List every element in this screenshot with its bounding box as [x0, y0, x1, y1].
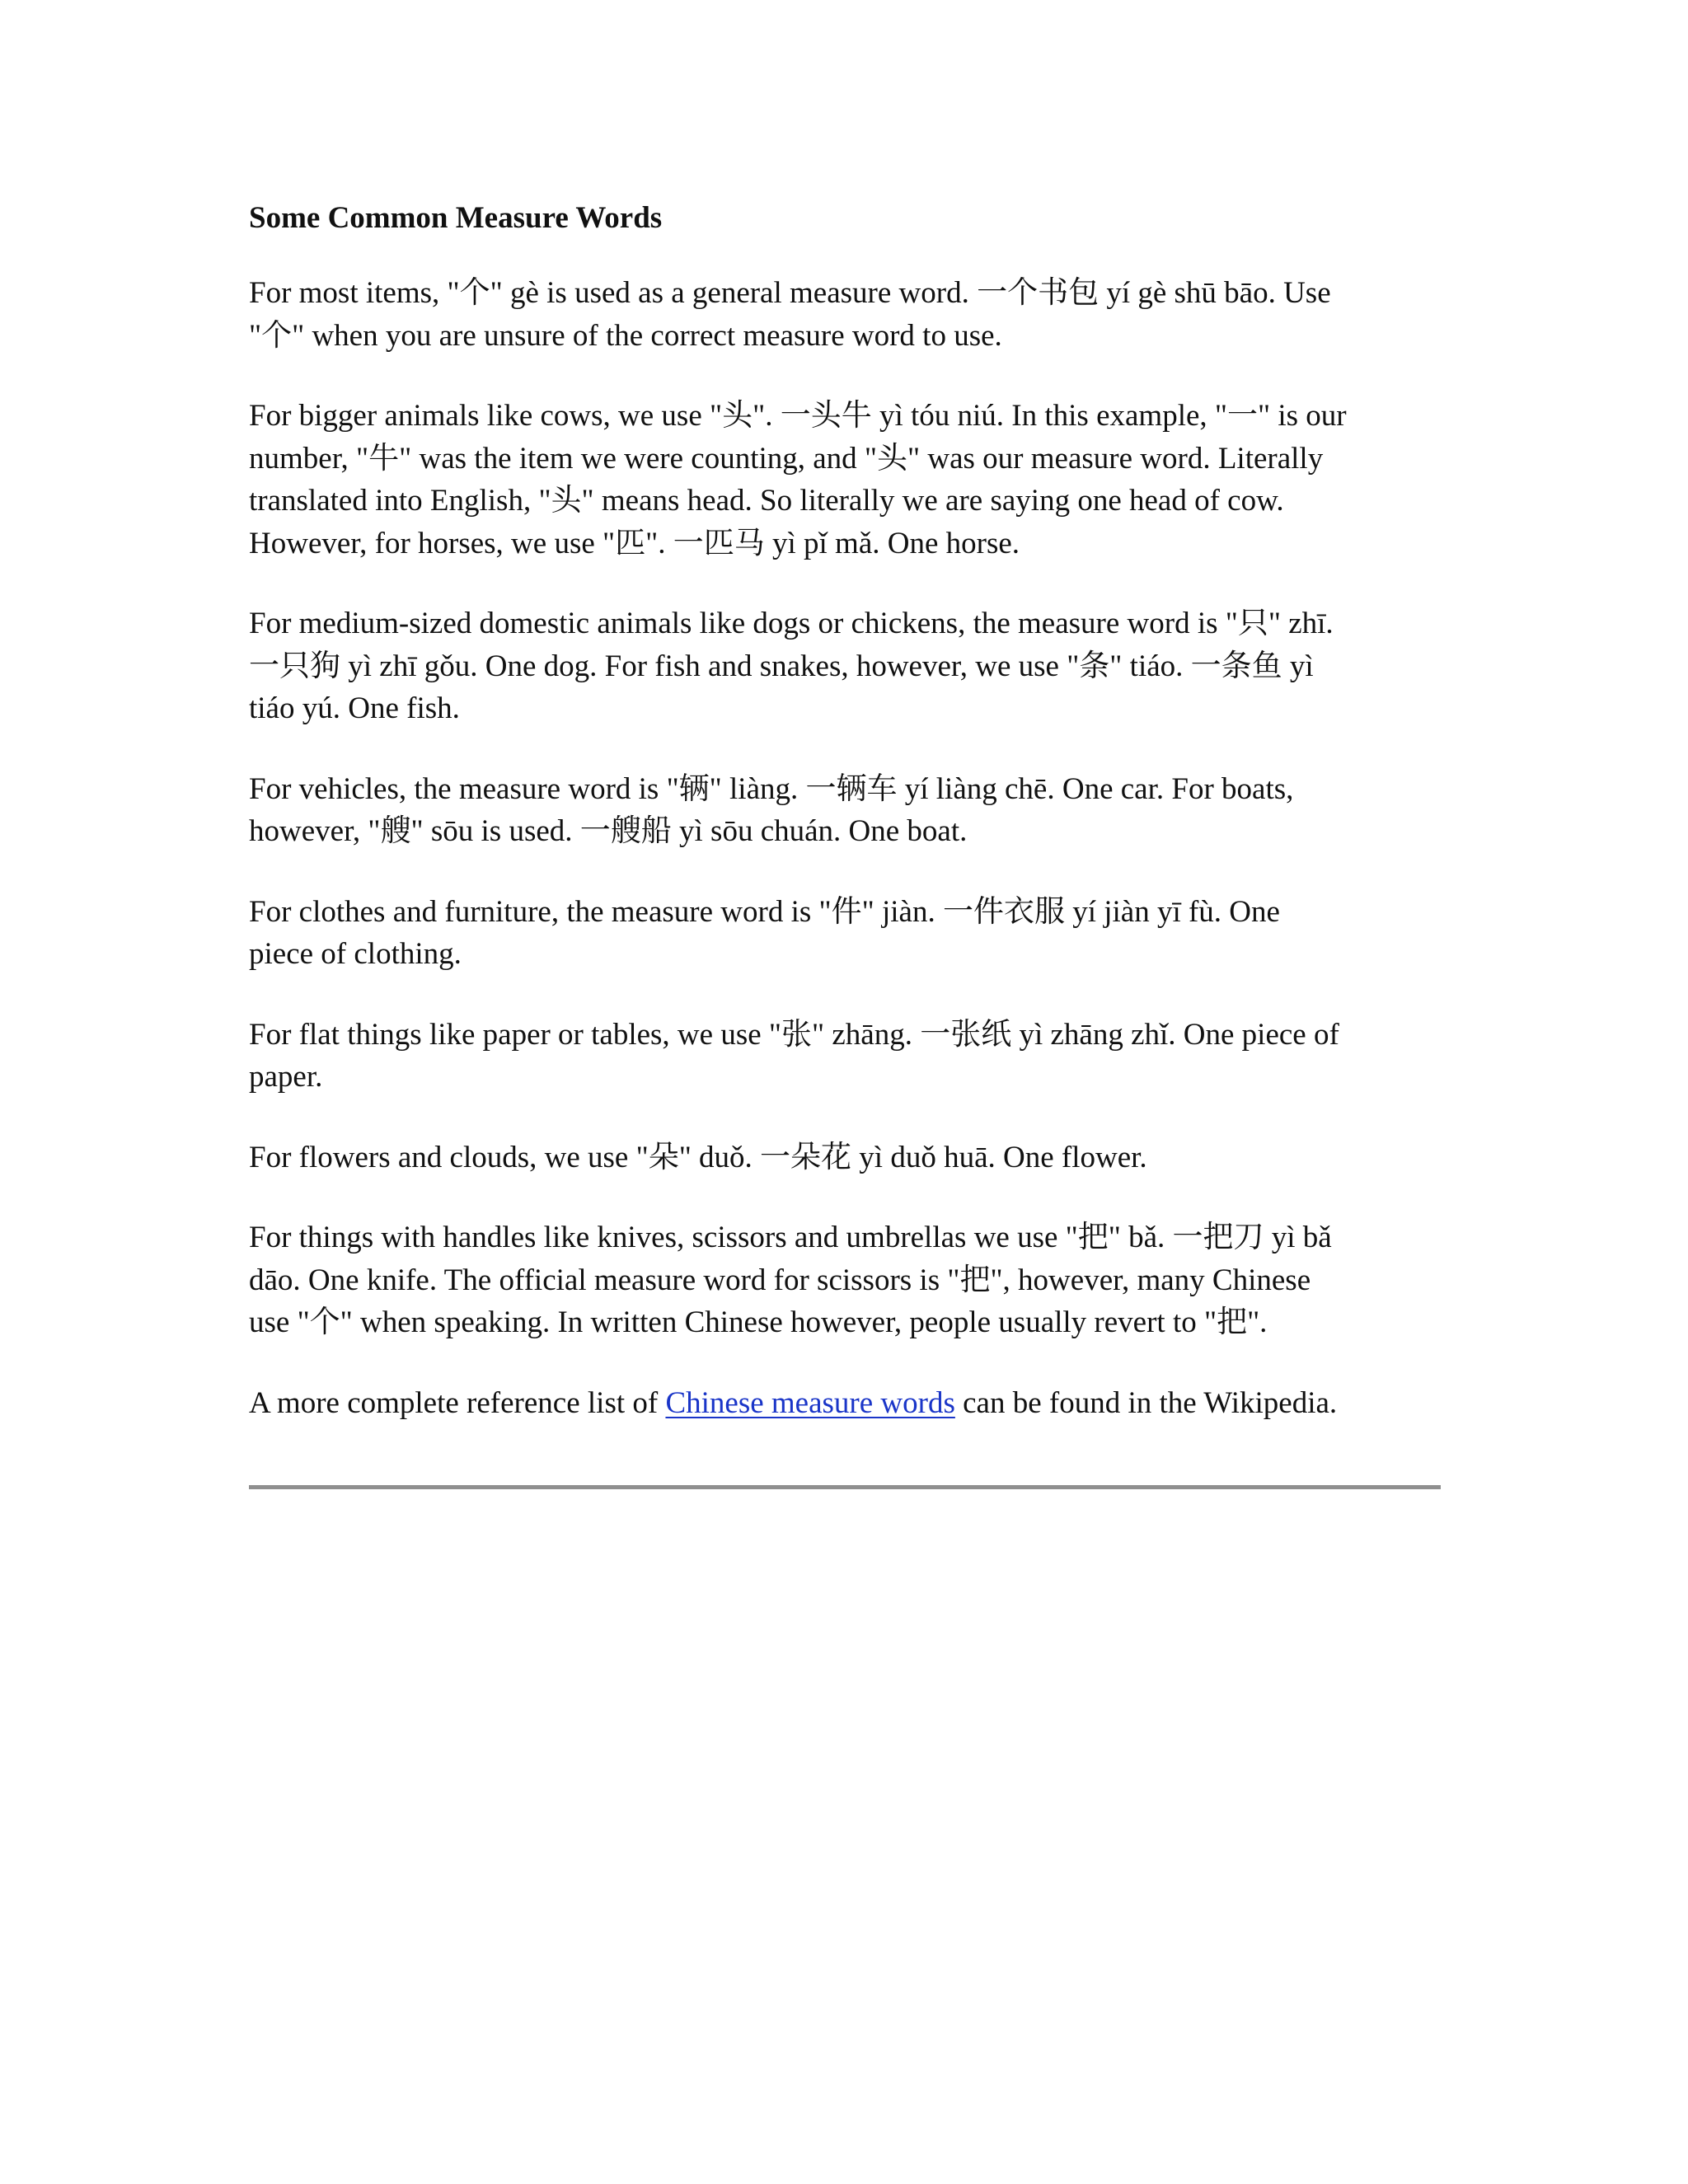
paragraph-line: translated into English, "头" means head. So literally we are saying one head of cow. — [249, 484, 1284, 518]
reference-text-after: can be found in the Wikipedia. — [954, 1385, 1338, 1420]
paragraph-line: "个" when you are unsure of the correct measure word to use. — [249, 318, 1002, 353]
paragraph-line: piece of clothing. — [249, 937, 462, 971]
paragraph-medium-animals — [249, 602, 1444, 730]
paragraph-line: For medium-sized domestic animals like dogs or chickens, the measure word is "只" zhī. — [249, 607, 1334, 640]
paragraph-flat-things — [249, 1014, 1444, 1099]
paragraph-flowers — [249, 1137, 1444, 1179]
paragraph-line: For things with handles like knives, scissors and umbrellas we use "把" bǎ. 一把刀 yì bǎ — [249, 1221, 1332, 1254]
paragraph-line: For clothes and furniture, the measure word is "件" jiàn. 一件衣服 yí jiàn yī fù. One — [249, 894, 1280, 929]
paragraph-general — [249, 272, 1444, 357]
paragraph-line: dāo. One knife. The official measure word for scissors is "把", however, many Chinese — [249, 1263, 1311, 1297]
paragraph-line: For flat things like paper or tables, we use "张" zhāng. 一张纸 yì zhāng zhǐ. One piece of — [249, 1017, 1339, 1052]
wikipedia-measure-words-link[interactable]: Chinese measure words — [665, 1385, 955, 1420]
paragraph-line: paper. — [249, 1060, 323, 1094]
paragraph-line: For vehicles, the measure word is "辆" liàng. 一辆车 yí liàng chē. One car. For boats, — [249, 771, 1294, 806]
paragraph-clothes — [249, 891, 1444, 976]
paragraph-line: However, for horses, we use "匹". 一匹马 yì pǐ mǎ. One horse. — [249, 526, 1020, 560]
paragraph-handles — [249, 1216, 1444, 1344]
paragraph-line: tiáo yú. One fish. — [249, 691, 460, 725]
reference-text-before: A more complete reference list of — [249, 1385, 666, 1420]
paragraph-line: For bigger animals like cows, we use "头". 一头牛 yì tóu niú. In this example, "一" is our — [249, 399, 1347, 433]
paragraph-line: For flowers and clouds, we use "朵" duǒ. 一朵花 yì duǒ huā. One flower. — [249, 1140, 1147, 1174]
page-title: Some Common Measure Words — [249, 201, 663, 235]
paragraph-reference — [249, 1382, 1444, 1425]
paragraph-line: For most items, "个" gè is used as a general measure word. 一个书包 yí gè shū bāo. Use — [249, 276, 1331, 310]
reference-line — [249, 1382, 1444, 1425]
paragraph-big-animals — [249, 395, 1444, 565]
document-page — [249, 198, 1444, 1462]
paragraph-line: however, "艘" sōu is used. 一艘船 yì sōu chuán. One boat. — [249, 814, 968, 848]
paragraph-line: number, "牛" was the item we were counting, and "头" was our measure word. Literally — [249, 441, 1324, 476]
horizontal-divider — [249, 1485, 1441, 1489]
paragraph-line: use "个" when speaking. In written Chinese however, people usually revert to "把". — [249, 1305, 1268, 1339]
paragraph-line: 一只狗 yì zhī gǒu. One dog. For fish and snakes, however, we use "条" tiáo. 一条鱼 yì — [249, 649, 1314, 683]
paragraph-vehicles — [249, 768, 1444, 853]
